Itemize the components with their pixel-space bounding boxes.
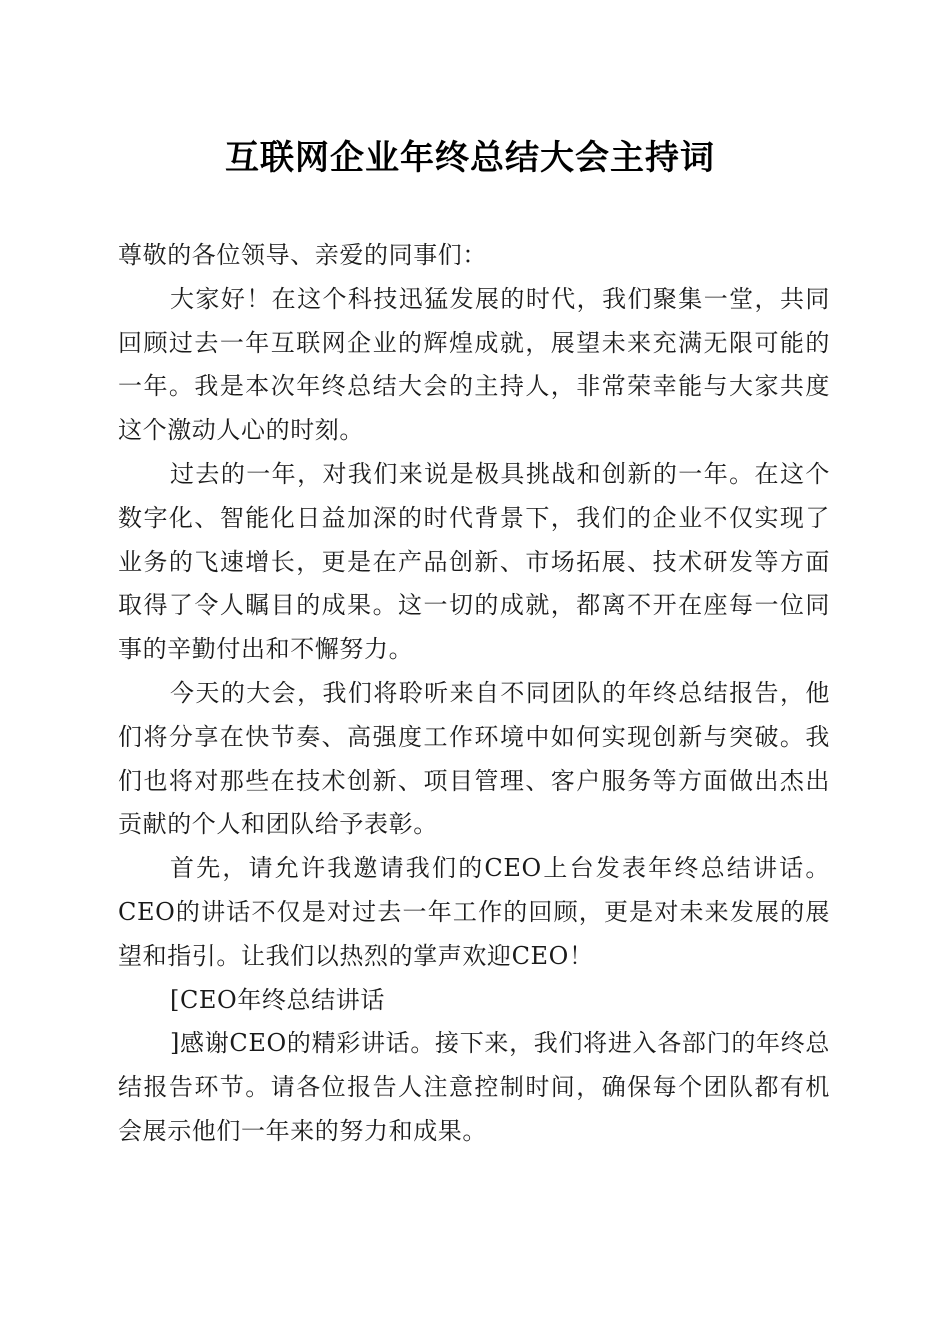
paragraph-review: 过去的一年，对我们来说是极具挑战和创新的一年。在这个数字化、智能化日益加深的时代背景下，我们的企业不仅实现了业务的飞速增长，更是在产品创新、市场拓展、技术研发等方面取得了令人瞩目的成果。这一切的成就，都离不开在座每一位同事的辛勤付出和不懈努力。 [118, 459, 830, 664]
paragraph-ceo-invite: 首先，请允许我邀请我们的CEO上台发表年终总结讲话。CEO的讲话不仅是对过去一年工作的回顾，更是对未来发展的展望和指引。让我们以热烈的掌声欢迎CEO！ [118, 854, 830, 970]
paragraph-ceo-speech-note: [CEO年终总结讲话 [170, 985, 385, 1014]
document-title: 互联网企业年终总结大会主持词 [225, 138, 715, 178]
paragraph-greeting: 大家好！在这个科技迅猛发展的时代，我们聚集一堂，共同回顾过去一年互联网企业的辉煌成就，展望未来充满无限可能的一年。我是本次年终总结大会的主持人，非常荣幸能与大家共度这个激动人心的时刻。 [118, 284, 830, 445]
paragraph-salutation: 尊敬的各位领导、亲爱的同事们： [118, 241, 487, 269]
document-body [118, 234, 830, 1154]
paragraph-agenda: 今天的大会，我们将聆听来自不同团队的年终总结报告，他们将分享在快节奏、高强度工作环境中如何实现创新与突破。我们也将对那些在技术创新、项目管理、客户服务等方面做出杰出贡献的个人和团队给予表彰。 [118, 678, 830, 839]
paragraph-department-reports: ]感谢CEO的精彩讲话。接下来，我们将进入各部门的年终总结报告环节。请各位报告人注意控制时间，确保每个团队都有机会展示他们一年来的努力和成果。 [118, 1029, 830, 1145]
